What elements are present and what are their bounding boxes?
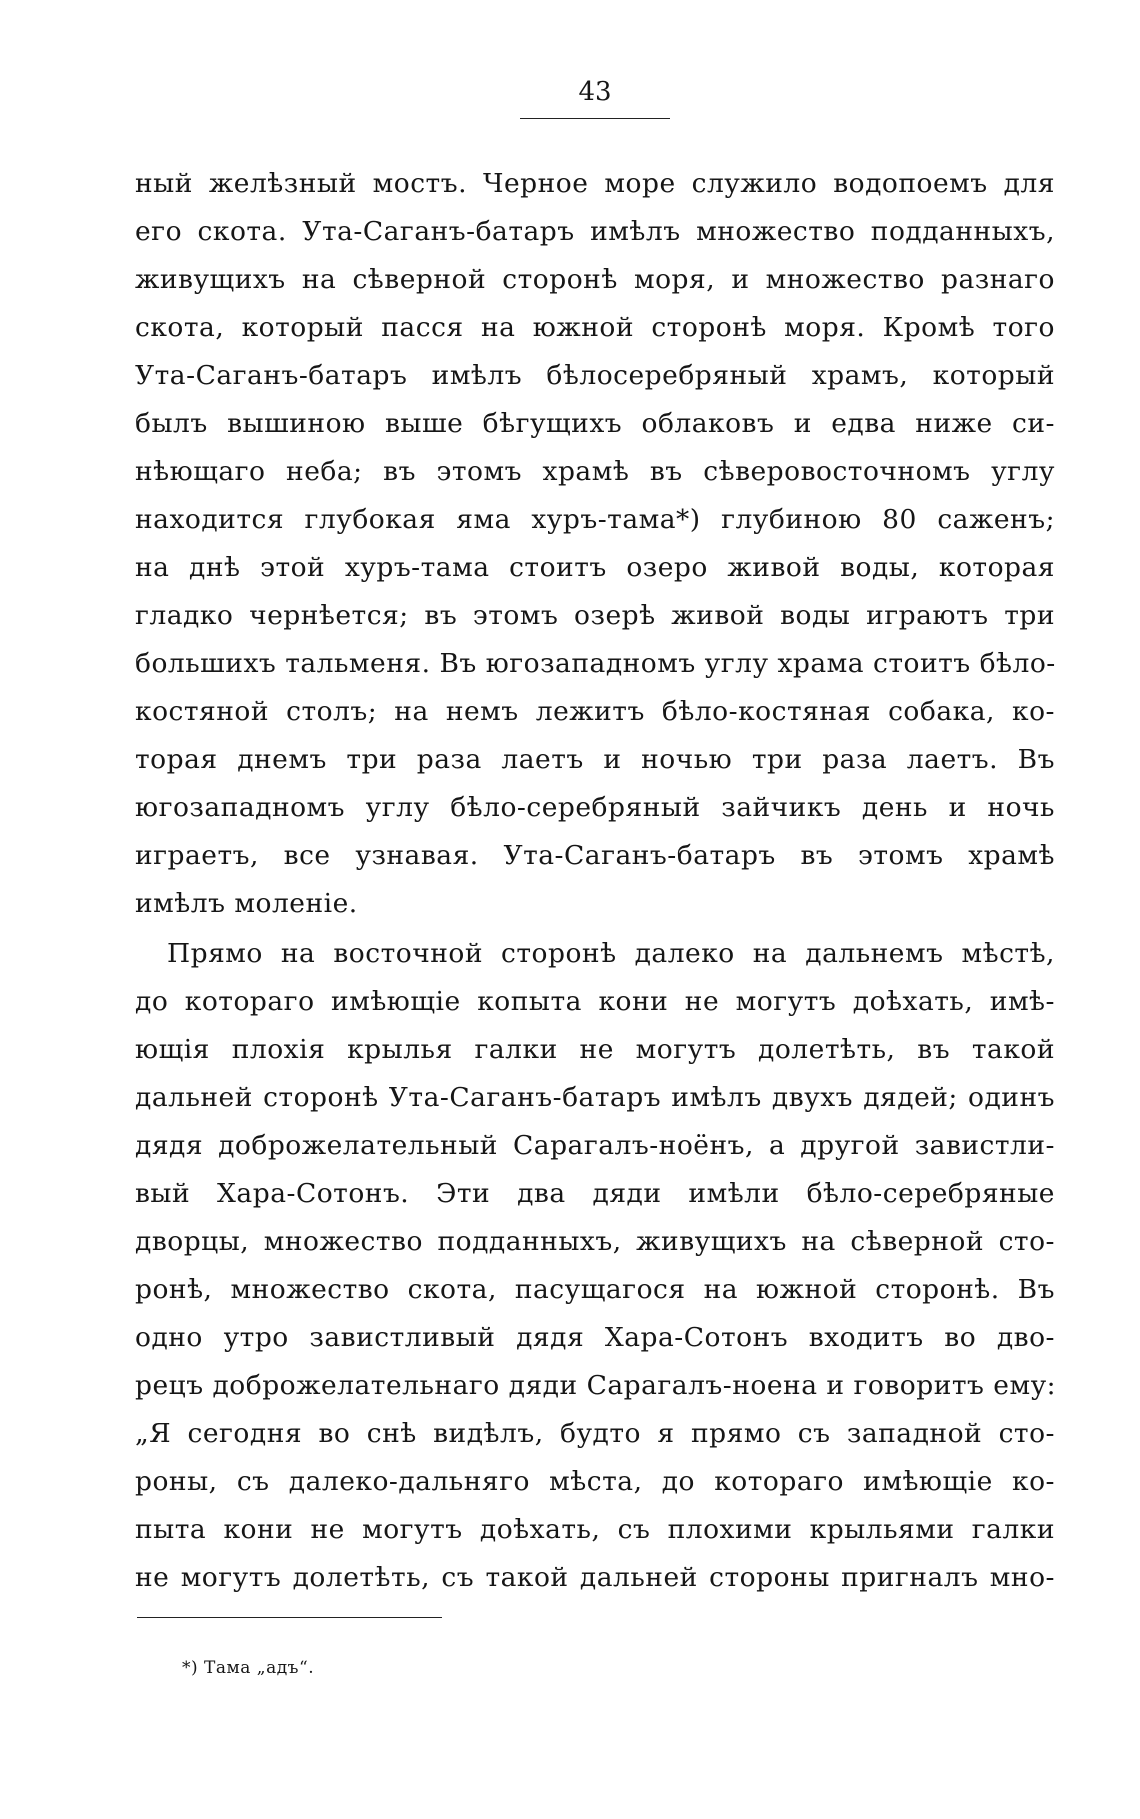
text-line: не могутъ долетѣть, съ такой дальней стороны пригналъ мно- [135,1562,1055,1593]
text-line: пыта кони не могутъ доѣхать, съ плохими крыльями галки [135,1514,1055,1545]
text-line: ющія плохія крылья галки не могутъ долетѣть, въ такой [135,1034,1055,1065]
footnote-rule [137,1617,442,1618]
text-line: рецъ доброжелательнаго дяди Сарагалъ-ноена и говоритъ ему: [135,1370,1057,1401]
text-line: былъ вышиною выше бѣгущихъ облаковъ и едва ниже си- [135,408,1055,439]
text-line: ронѣ, множество скота, пасущагося на южной сторонѣ. Въ [135,1274,1055,1305]
text-line: дядя доброжелательный Сарагалъ-ноёнъ, а другой завистли- [135,1130,1055,1161]
text-line: находится глубокая яма хуръ-тама*) глубиною 80 саженъ; [135,504,1055,535]
text-line: гладко чернѣется; въ этомъ озерѣ живой воды играютъ три [135,600,1055,631]
paragraph [135,930,1055,1602]
text-line: Прямо на восточной сторонѣ далеко на дальнемъ мѣстѣ, [167,938,1055,969]
text-line: торая днемъ три раза лаетъ и ночью три раза лаетъ. Въ [135,744,1055,775]
text-line: ный желѣзный мостъ. Черное море служило водопоемъ для [135,168,1055,199]
text-line: скота, который пасся на южной сторонѣ моря. Кромѣ того [135,312,1055,343]
page-number: 43 [578,77,612,107]
body-text [135,160,1055,1602]
text-line: его скота. Ута-Саганъ-батаръ имѣлъ множество подданныхъ, [135,216,1055,247]
text-line: одно утро завистливый дядя Хара-Сотонъ входитъ во дво- [135,1322,1055,1353]
text-line: большихъ тальменя. Въ югозападномъ углу храма стоитъ бѣло- [135,648,1056,679]
text-line: югозападномъ углу бѣло-серебряный зайчикъ день и ночь [135,792,1055,823]
text-line: дворцы, множество подданныхъ, живущихъ на сѣверной сто- [135,1226,1055,1257]
text-line: роны, съ далеко-дальняго мѣста, до котораго имѣющіе ко- [135,1466,1055,1497]
paragraph [135,160,1055,928]
text-line: вый Хара-Сотонъ. Эти два дяди имѣли бѣло-серебряные [135,1178,1055,1209]
text-line: костяной столъ; на немъ лежитъ бѣло-костяная собака, ко- [135,696,1055,727]
text-line: Ута-Саганъ-батаръ имѣлъ бѣлосеребряный храмъ, который [135,360,1055,391]
text-line: „Я сегодня во снѣ видѣлъ, будто я прямо съ западной сто- [135,1418,1055,1449]
text-line: дальней сторонѣ Ута-Саганъ-батаръ имѣлъ двухъ дядей; одинъ [135,1082,1055,1113]
footnote: *) Тама „адъ“. [182,1658,315,1678]
text-line: до котораго имѣющіе копыта кони не могутъ доѣхать, имѣ- [135,986,1055,1017]
page-number-rule [520,118,670,119]
text-line: живущихъ на сѣверной сторонѣ моря, и множество разнаго [135,264,1055,295]
text-line: на днѣ этой хуръ-тама стоитъ озеро живой воды, которая [135,552,1055,583]
text-line: нѣющаго неба; въ этомъ храмѣ въ сѣверовосточномъ углу [135,456,1055,487]
text-line: имѣлъ моленіе. [135,888,358,919]
text-line: играетъ, все узнавая. Ута-Саганъ-батаръ въ этомъ храмѣ [135,840,1055,871]
